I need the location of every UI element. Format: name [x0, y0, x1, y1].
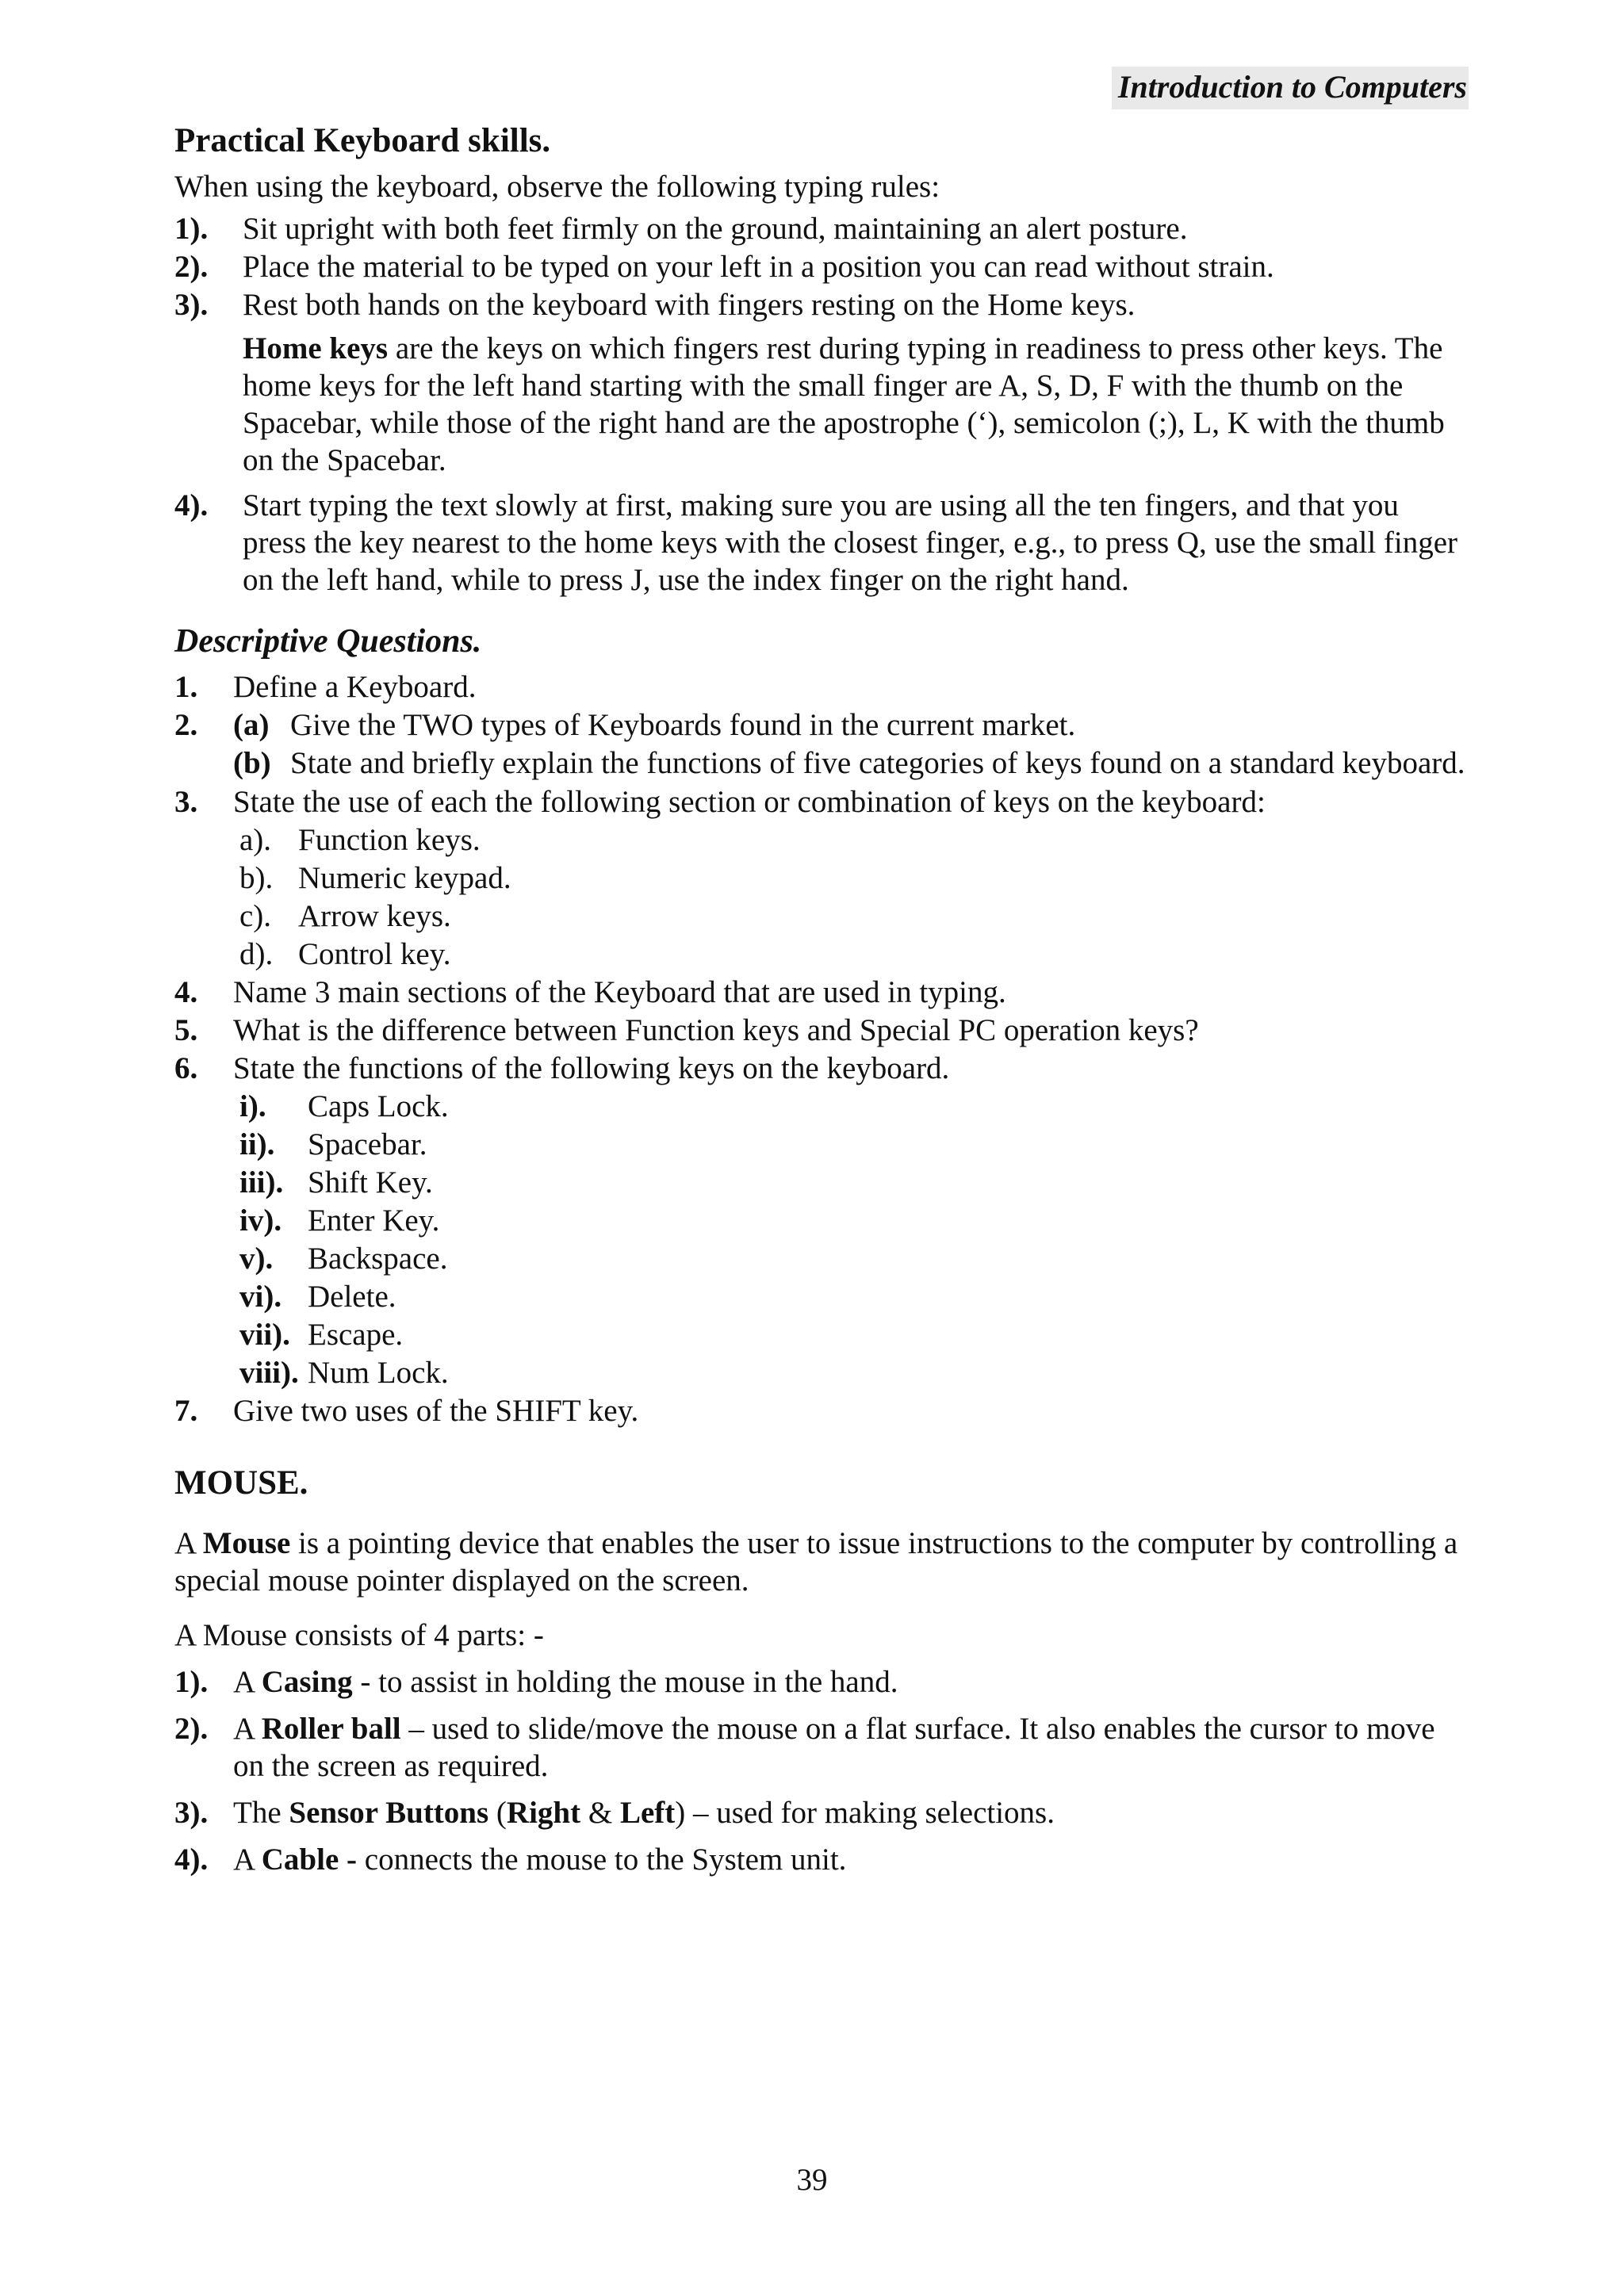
home-keys-text: are the keys on which fingers rest during typing in readiness to press other keys. The home keys for the left hand starting with the small finger are A, S, D, F with the thumb on the Spacebar, while those of the right hand are the apostrophe (‘), semicolon (;), L, K with the thumb on the Spacebar. [243, 331, 1445, 477]
part-text: – used to slide/move the mouse on a flat surface. It also enables the cursor to move on the screen as required. [233, 1712, 1435, 1783]
option-text: Num Lock. [308, 1356, 449, 1390]
list-text: Place the material to be typed on your left in a position you can read without strain. [243, 250, 1274, 284]
question-text: Give two uses of the SHIFT key. [233, 1394, 639, 1428]
questions-list [174, 668, 1467, 1429]
question-item [174, 706, 1467, 783]
part-term: Casing [261, 1665, 353, 1699]
option-label: iii). [239, 1165, 284, 1200]
option-item [239, 1202, 1467, 1239]
list-item [174, 210, 1467, 247]
list-text [233, 1841, 1467, 1878]
part-text: ) – used for making selections. [675, 1796, 1055, 1830]
typing-rules-list [174, 210, 1467, 599]
option-item [239, 1354, 1467, 1391]
question-item [174, 974, 1467, 1011]
question-number: 6. [174, 1051, 198, 1085]
option-text: Arrow keys. [298, 899, 451, 933]
option-item [239, 897, 1467, 935]
list-number: 4). [174, 488, 209, 522]
mouse-term: Mouse [202, 1526, 291, 1560]
option-item [239, 1164, 1467, 1201]
option-text: Enter Key. [308, 1203, 440, 1238]
list-number: 1). [174, 212, 209, 246]
option-label: i). [239, 1089, 266, 1123]
question-text: State the use of each the following section or combination of keys on the keyboard: [233, 785, 1266, 819]
list-item [174, 1841, 1467, 1878]
option-text: Delete. [308, 1280, 396, 1314]
section-title-mouse: MOUSE. [174, 1464, 308, 1502]
option-text: Escape. [308, 1318, 404, 1352]
question-text: Name 3 main sections of the Keyboard that are used in typing. [233, 975, 1006, 1009]
list-number: 1). [174, 1665, 209, 1699]
option-text: Control key. [298, 937, 451, 971]
mouse-parts-list [174, 1663, 1467, 1878]
section-title-keyboard-skills: Practical Keyboard skills. [174, 122, 551, 159]
subquestion-label: (b) [233, 746, 271, 780]
page-content [174, 119, 1467, 1888]
list-text [233, 1663, 1467, 1701]
list-text [233, 1710, 1467, 1785]
question-item [174, 1050, 1467, 1087]
option-item [239, 1316, 1467, 1353]
typing-rules-intro: When using the keyboard, observe the following typing rules: [174, 170, 940, 204]
option-text: Caps Lock. [308, 1089, 449, 1123]
option-label: iv). [239, 1203, 282, 1238]
list-text [233, 1794, 1467, 1831]
subquestion-label: (a) [233, 708, 270, 742]
option-text: Backspace. [308, 1242, 448, 1276]
option-item [239, 859, 1467, 897]
option-item [239, 1088, 1467, 1125]
question-text: What is the difference between Function keys and Special PC operation keys? [233, 1013, 1199, 1047]
question-subparts [233, 706, 1467, 783]
option-label: viii). [239, 1356, 299, 1390]
part-mid2: & [580, 1796, 620, 1830]
question-item [174, 1012, 1467, 1049]
question-item [174, 668, 1467, 706]
part-text: - to assist in holding the mouse in the hand. [352, 1665, 898, 1699]
option-item [239, 821, 1467, 859]
list-text: Rest both hands on the keyboard with fingers resting on the Home keys. [243, 288, 1136, 322]
question-number: 5. [174, 1013, 198, 1047]
question-item [174, 783, 1467, 821]
question-text: State the functions of the following keys on the keyboard. [233, 1051, 950, 1085]
part-term: Roller ball [261, 1712, 401, 1746]
subquestion-item [233, 744, 1467, 782]
list-item [174, 286, 1467, 323]
option-label: c). [239, 899, 272, 933]
list-number: 3). [174, 288, 209, 322]
option-label: ii). [239, 1127, 275, 1161]
part-text: connects the mouse to the System unit. [357, 1843, 847, 1877]
mouse-definition [174, 1525, 1467, 1599]
option-text: Numeric keypad. [298, 861, 511, 895]
question-item [174, 1392, 1467, 1429]
running-header: Introduction to Computers [1112, 67, 1469, 109]
option-label: vi). [239, 1280, 282, 1314]
subquestion-text: State and briefly explain the functions of five categories of keys found on a standard keyboard. [290, 746, 1465, 780]
subquestion-item [233, 706, 1467, 744]
list-number: 2). [174, 250, 209, 284]
option-label: d). [239, 937, 274, 971]
list-item [174, 1710, 1467, 1785]
page-number: 39 [796, 2163, 828, 2197]
option-item [239, 1126, 1467, 1163]
part-term-left: Left [619, 1796, 676, 1830]
option-label: b). [239, 861, 274, 895]
home-keys-term: Home keys [243, 331, 389, 365]
list-item [174, 248, 1467, 285]
section-title-descriptive-questions: Descriptive Questions. [174, 623, 482, 660]
part-pre: A [233, 1665, 262, 1699]
mouse-definition-pre: A [174, 1526, 203, 1560]
part-term: Sensor Buttons [289, 1796, 489, 1830]
option-item [239, 936, 1467, 973]
list-item [174, 1663, 1467, 1701]
option-text: Spacebar. [308, 1127, 427, 1161]
question-3-options [239, 821, 1467, 973]
mouse-definition-text: is a pointing device that enables the user to issue instructions to the computer by controlling a special mouse pointer displayed on the screen. [174, 1526, 1458, 1598]
question-number: 4. [174, 975, 198, 1009]
list-number: 2). [174, 1712, 209, 1746]
list-number: 3). [174, 1796, 209, 1830]
part-term: Cable - [261, 1843, 358, 1877]
question-number: 3. [174, 785, 198, 819]
list-number: 4). [174, 1843, 209, 1877]
part-pre: The [233, 1796, 289, 1830]
option-text: Shift Key. [308, 1165, 433, 1200]
home-keys-note [243, 330, 1467, 479]
part-mid: ( [488, 1796, 507, 1830]
option-label: a). [239, 823, 272, 857]
list-text: Start typing the text slowly at first, making sure you are using all the ten fingers, and that you press the key nearest to the home keys with the closest finger, e.g., to press Q, use the small finger on the left hand, while to press J, use the index finger on the right hand. [243, 488, 1458, 597]
option-label: v). [239, 1242, 274, 1276]
option-item [239, 1278, 1467, 1315]
part-pre: A [233, 1712, 262, 1746]
question-text: Define a Keyboard. [233, 670, 477, 704]
option-item [239, 1240, 1467, 1277]
option-text: Function keys. [298, 823, 481, 857]
question-number: 7. [174, 1394, 198, 1428]
list-text: Sit upright with both feet firmly on the ground, maintaining an alert posture. [243, 212, 1188, 246]
list-item [174, 487, 1467, 599]
part-pre: A [233, 1843, 262, 1877]
part-term-right: Right [506, 1796, 581, 1830]
option-label: vii). [239, 1318, 290, 1352]
question-number: 2. [174, 708, 198, 742]
mouse-parts-intro: A Mouse consists of 4 parts: - [174, 1618, 544, 1652]
question-6-options [239, 1088, 1467, 1391]
list-item [174, 1794, 1467, 1831]
question-number: 1. [174, 670, 198, 704]
subquestion-text: Give the TWO types of Keyboards found in the current market. [290, 708, 1076, 742]
